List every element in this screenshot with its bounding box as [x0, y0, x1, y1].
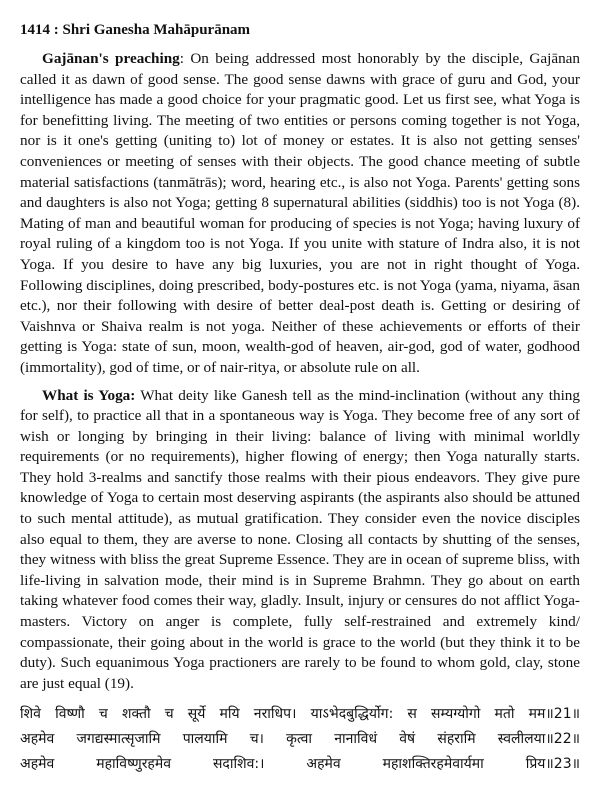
verse-21: शिवे विष्णौ च शक्तौ च सूर्ये मयि नराधिप। याऽभेदबुद्धिर्योग: स सम्यग्योगो मतो मम॥21॥ — [20, 706, 580, 723]
section-body: What deity like Ganesh tell as the mind-inclination (without any thing for self), to practice all that in a spontaneous way is Yoga. They become free of any sort of wish or longing by bringing in their living: balance of living with minimal worldly requirements (or no requirements), higher flowing of energy; then Yoga naturally starts. They hold 3-realms and sanctify those realms with their pious endeavors. They give pure knowledge of Yoga to certain most deserving aspirants (the aspirants also should be attuned to such mental attitude), as mutual gratification. They consider even the novice disciples also equal to them, they are averse to none. Closing all contacts by shutting of the senses, they witness with bliss the great Supreme Essence. They are in ocean of supreme bliss, with life-living in salvation mode, their mind is in Supreme Brahmn. They go about on earth taking whatever food comes their way, gladly. Insult, injury or censures do not afflict Yoga-masters. Victory on anger is complete, fully self-restrained and extremely kind/ compassionate, their going about in the world is grace to the world (but they think it to be duty). Such equanimous Yoga practioners are rarely to be found to whom gold, clay, stone are just equal (19). — [20, 386, 580, 692]
page-header: 1414 : Shri Ganesha Mahāpurānam — [20, 22, 251, 38]
verse-23: अहमेव महाविष्णुरहमेव सदाशिव:। अहमेव महाशक्तिरहमेवार्यमा प्रिय॥23॥ — [20, 756, 580, 773]
section-heading: What is Yoga: — [42, 386, 136, 404]
section-body: : On being addressed most honorably by the disciple, Gajānan called it as dawn of good sense. The good sense dawns with grace of guru and God, your intelligence has made a good choice for your pragmatic good. Let us first see, what Yoga is for benefitting living. The meeting of two entities or persons coming together is not Yoga, nor is it one's getting (uniting to) lot of money or estates. It is also not getting senses' conveniences or meeting of senses with their objects. The good chance meeting of subtle material satisfactions (tanmātrās); word, hearing etc., is also not Yoga. Parents' getting sons and daughters is also not Yoga; getting 8 supernatural abilities (siddhis) too is not Yoga (8). Mating of man and beautiful woman for producing of species is not Yoga; having luxury of royal ruling of a kingdom too is not Yoga. If you unite with stature of Indra also, it is not Yoga. If you desire to have any big luxuries, you are not in right thought of Yoga. Following disciplines, doing prescribed, body-postures etc. is not Yoga (yama, niyama, āsan etc.), nor their following with desire of better deal-post death is. Getting or desiring of Vaishnva or Shaiva realm is not yoga. Neither of these achievements or efforts of their getting is Yoga: state of sun, moon, wealth-god of heaven, air-god, god of water, godhood (immortality), god of time, or of nair-ritya, or absolute rule on all. — [20, 50, 580, 376]
section-heading: Gajānan's preaching — [42, 50, 180, 67]
sanskrit-verses — [20, 702, 580, 777]
paragraph-what-is-yoga — [20, 386, 580, 695]
verse-22: अहमेव जगद्यस्मात्सृजामि पालयामि च। कृत्वा नानाविधं वेषं संहरामि स्वलीलया॥22॥ — [20, 731, 580, 748]
paragraph-gajanan-preaching — [20, 49, 580, 379]
